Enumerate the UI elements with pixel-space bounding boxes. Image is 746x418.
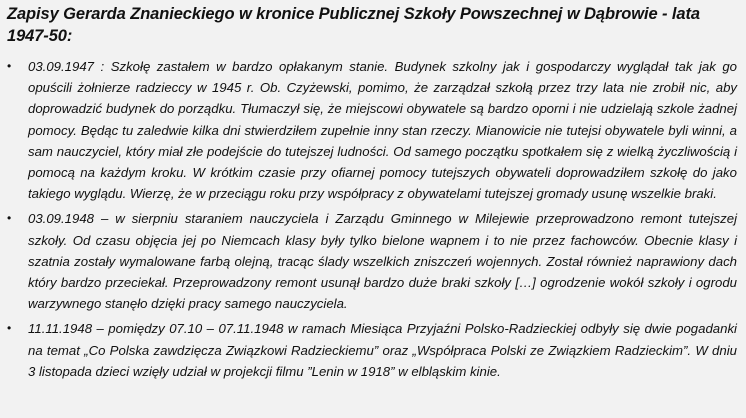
bullet-icon: • — [7, 211, 12, 226]
bullet-icon: • — [7, 321, 12, 336]
document-title: Zapisy Gerarda Znanieckiego w kronice Publicznej Szkoły Powszechnej w Dąbrowie - lata 1947-50: — [7, 5, 700, 45]
entries-list — [7, 56, 737, 382]
bullet-icon: • — [7, 59, 12, 73]
list-item — [7, 56, 737, 204]
entry-text: 03.09.1948 – w sierpniu staraniem nauczyciela i Zarządu Gminnego w Milejewie przeprowadzono remont tutejszej szkoły. Od czasu objęcia jej po Niemcach klasy były tylko bielone wapnem i to nie przez fachowców. Obecnie klasy i szatnia zostały wymalowane farbą olejną, tracąc ślady wszelkich zniszczeń wojennych. Został również naprawiony dach który bardzo przeciekał. Przeprowadzony remont usunął bardzo duże braki szkoły […] ogrodzenie wokół szkoły i ogrodu warzywnego stanęło dzięki pracy samego nauczyciela. — [28, 211, 737, 312]
entry-text: 03.09.1947 : Szkołę zastałem w bardzo opłakanym stanie. Budynek szkolny jak i gospodarczy wyglądał tak jak go opuścili żołnierze radzieccy w 1945 r. Ob. Czyżewski, pomimo, że zarządzał szkołą przez trzy lata nie zrobił nic, aby doprowadzić budynek do porządku. Tłumaczył się, że miejscowi obywatele są bardzo oporni i nie udzielają szkole żadnej pomocy. Będąc tu zaledwie kilka dni stwierdziłem zupełnie inny stan rzeczy. Mianowicie nie tutejsi obywatele byli winni, a sam nauczyciel, który miał złe podejście do tutejszej ludności. Od samego początku spotkałem się z wielką życzliwością i pomocą na każdym kroku. W krótkim czasie przy ofiarnej pomocy tutejszych obywateli doprowadziłem szkołę do jako takiego wyglądu. Wierzę, że w przeciągu roku przy współpracy z obywatelami tutejszej gromady usunę wszelkie braki. — [28, 59, 737, 202]
entry-text: 11.11.1948 – pomiędzy 07.10 – 07.11.1948 w ramach Miesiąca Przyjaźni Polsko-Radzieckiej odbyły się dwie pogadanki na temat „Co Polska zawdzięcza Związkowi Radzieckiemu” oraz „Współpraca Polski ze Związkiem Radzieckim”. W dniu 3 listopada dzieci wzięły udział w projekcji filmu ”Lenin w 1918” w elbląskim kinie. — [28, 321, 737, 379]
list-item — [7, 208, 737, 314]
list-item — [7, 318, 737, 382]
